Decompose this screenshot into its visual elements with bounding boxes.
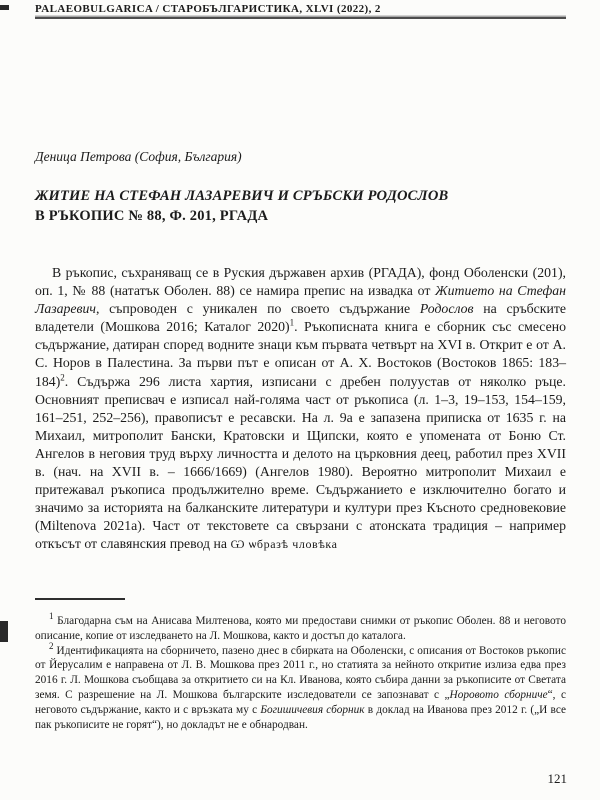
footnote-ref-1: 1 [289,317,295,328]
page-number: 121 [547,771,567,786]
article-title [35,186,566,226]
body-paragraph [35,264,566,554]
footnote-1-text: Благодарна съм на Анисава Милтенова, която ми предостави снимки от ръкопис Оболен. 88 и неговото описание, копие от изследването на Л. Мошкова, както и достъп до каталога. [35,615,566,642]
footnote-2-marker: 2 [49,640,54,651]
scan-artifact-left-edge [0,621,8,642]
footnote-2-text: в доклад на Иванова през 2012 г. („И все пак ръкописите не горят“), но докладът не е обнародван. [35,703,566,731]
old-slavonic-phrase: Ѡ ѡбразѣ чловѣка [230,537,338,552]
work-title-rodoslov: Родослов [419,301,474,317]
body-text-segment: . Ръкописната книга е сборник със смесено съдържание, датиран според водните знаци към първата четвърт на XVI в. Открит е от А. С. Норов в Палестина. За първи път е описан от А. Х. Востоков (Востоков 1865: 183–184) [35,319,566,389]
footnote-2-text: “, с неговото съдържание, както и с връзката му с [35,688,566,716]
header-rule [35,17,566,19]
body-text-segment: . Съдържа 296 листа хартия, изписани с дребен полуустав от няколко ръце. Основният преписвач е изписал най-голяма част от ръкописа (л. 1–3, 19–153, 154–159, 161–251, 252–256), правописът е ресавски. На л. 9а е запазена приписка от 1635 г. на Михаил, митрополит Бански, Кратовски и Щипски, която е упомената от Боню Ст. Ангелов в неговия труд върху личността и делото на църковния деец, работил през XVII в. (нач. на XVII в. – 1666/1669) (Ангелов 1980). Вероятно митрополит Михаил е притежавал ръкописа продължително време. Съдържанието е изключително богато и значимо за историята на балканските литератури и култури през Късното средновековие (Miltenova 2021a). Част от текстовете са свързани с атонската традиция – например откъсът от славянския превод на [35,373,566,552]
footnote-2 [35,640,566,733]
work-title-norov-miscellany: Норовото сборниче [449,688,548,701]
footnote-1 [35,611,566,644]
footnote-separator [35,598,125,600]
body-text-segment: В ръкопис, съхраняващ се в Руския държавен архив (РГАДА), фонд Оболенски (201), оп. 1, № 88 (нататък Оболен. 88) се намира препис на извадка от [35,265,566,299]
footnote-1-marker: 1 [49,611,54,622]
article-title-line2: В РЪКОПИС № 88, Ф. 201, РГАДА [35,208,269,224]
work-title-bogisic-miscellany: Богишичевия сборник [260,703,365,716]
body-text-segment: на сръбските владетели (Мошкова 2016; Каталог 2020) [35,301,566,335]
work-title-zhitie: Житието на Стефан Лазаревич [35,283,566,317]
footnote-ref-2: 2 [60,371,65,382]
journal-running-head: PALAEOBULGARICA / СТАРОБЪЛГАРИСТИКА, XLVI (2022), 2 [35,3,381,15]
author-line: Деница Петрова (София, България) [35,149,242,164]
footnote-2-text: Идентификацията на сборничето, пазено днес в сбирката на Оболенски, с описания от Востоков ръкопис от Йерусалим е направена от Л. В. Мошкова през 2011 г., но статията за нейното откритие излиза едва през 2016 г. Л. Мошкова съобщава за откритието си на Кл. Иванова, която събира данни за ръкописите от Светата земя. С разрешение на Л. Мошкова българските изследователи се запознават с „ [35,644,566,701]
article-title-line1: ЖИТИЕ НА СТЕФАН ЛАЗАРЕВИЧ И СРЪБСКИ РОДОСЛОВ [35,188,449,204]
body-text-segment: , съпроводен с уникален по своето съдържание [96,301,420,317]
scan-artifact-top-left [0,5,9,10]
footnotes-block [35,611,566,732]
